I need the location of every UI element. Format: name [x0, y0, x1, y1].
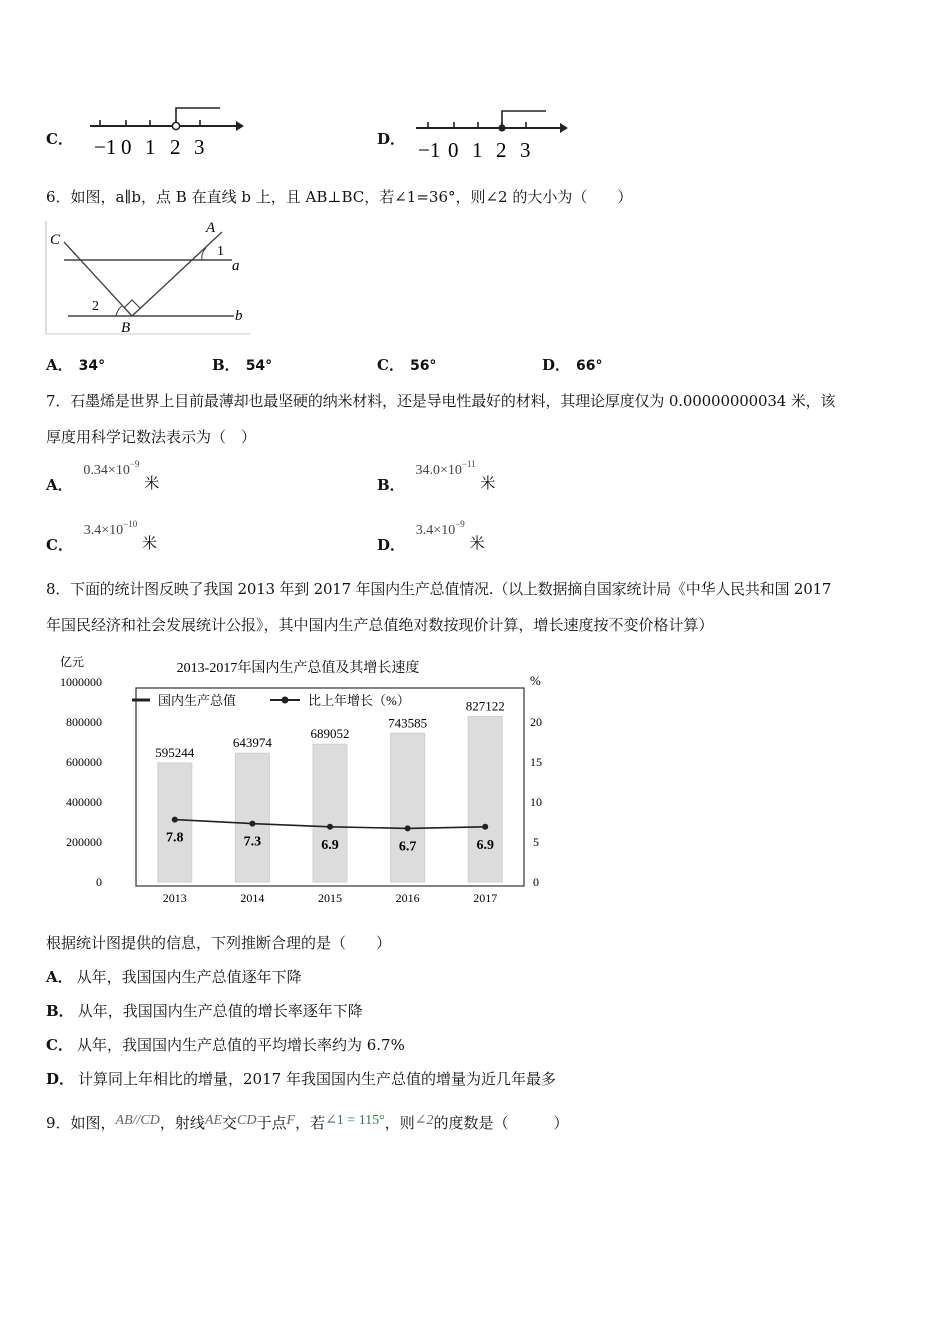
- q8-option-c: C． 从年，我国国内生产总值的平均增长率约为 6.7%: [46, 1036, 405, 1054]
- label-b-point: B: [121, 320, 131, 336]
- q6-option-a: A． 34°: [46, 356, 106, 374]
- growth-point: [172, 817, 178, 823]
- growth-point: [482, 824, 488, 830]
- q6-figure: [44, 220, 252, 336]
- tick-label: 2: [170, 135, 181, 159]
- y-tick-right: 0: [533, 875, 539, 889]
- q8-option-a: A． 从年，我国国内生产总值逐年下降: [46, 968, 302, 986]
- q8-stem-line1: 8．下面的统计图反映了我国 2013 年到 2017 年国内生产总值情况.（以上数据摘自国家统计局《中华人民共和国 2017: [46, 580, 832, 598]
- label-a: A: [206, 220, 216, 236]
- y-tick-right: 10: [530, 795, 542, 809]
- q6-stem: 6．如图，a∥b，点 B 在直线 b 上，且 AB⊥BC，若∠1=36°，则∠2 的大小为（ ）: [46, 188, 633, 206]
- tick-label: 1: [472, 138, 483, 162]
- x-tick-label: 2015: [318, 891, 342, 905]
- tick-label: 3: [520, 138, 531, 162]
- tick-label: 0: [121, 135, 132, 159]
- legend-bar-label: 国内生产总值: [158, 693, 237, 708]
- bar: [235, 753, 269, 882]
- label-c: C: [50, 232, 61, 248]
- x-tick-label: 2017: [473, 891, 498, 905]
- y-tick-right: 5: [533, 835, 539, 849]
- q8-question: 根据统计图提供的信息，下列推断合理的是（ ）: [46, 934, 392, 952]
- q6-option-d: D． 66°: [542, 356, 603, 374]
- x-tick-label: 2016: [395, 891, 420, 905]
- bar-value-label: 827122: [465, 698, 505, 714]
- x-tick-label: 2013: [162, 891, 187, 905]
- chart-ylabel-left: 亿元: [60, 655, 85, 669]
- x-tick-label: 2014: [240, 891, 265, 905]
- q5-option-d-label: D．: [377, 130, 406, 148]
- tick-label: 0: [448, 138, 459, 162]
- q5-option-d-number-line: [410, 104, 570, 162]
- y-tick-left: 1000000: [60, 675, 102, 689]
- y-tick-left: 400000: [66, 795, 102, 809]
- q7-option-b: B． $34.0\times 10^{-11}$ 米: [377, 459, 496, 494]
- q8-stem-line2: 年国民经济和社会发展统计公报》，其中国内生产总值绝对数按现价计算，增长速度按不变价格计算）: [46, 616, 714, 634]
- q5-option-c-number-line: [86, 104, 246, 160]
- growth-value-label: 7.8: [166, 830, 184, 846]
- bar: [313, 744, 347, 882]
- growth-value-label: 6.9: [476, 837, 494, 853]
- y-tick-left: 800000: [66, 715, 102, 729]
- q7-option-d: D． $3.4\times 10^{-9}$ 米: [377, 519, 485, 554]
- bar-value-label: 743585: [388, 715, 428, 731]
- q7-stem-line1: 7．石墨烯是世界上目前最薄却也最坚硬的纳米材料，还是导电性最好的材料，其理论厚度仅为 0.00000000034 米，该: [46, 392, 836, 410]
- q7-option-c: C． $3.4\times 10^{-10}$ 米: [46, 519, 158, 554]
- gdp-chart: [46, 648, 556, 910]
- legend-line-marker: [282, 697, 289, 704]
- bar-value-label: 643974: [232, 735, 272, 751]
- bar-value-label: 595244: [155, 744, 195, 760]
- y-tick-left: 0: [96, 875, 102, 889]
- label-angle-1: 1: [217, 244, 224, 259]
- q8-option-d: D． 计算同上年相比的增量，2017 年我国国内生产总值的增量为近几年最多: [46, 1070, 556, 1088]
- q6-option-c: C． 56°: [377, 356, 437, 374]
- y-tick-right: 20: [530, 715, 542, 729]
- tick-label: −1: [418, 138, 441, 162]
- q9-stem: 9．如图，AB//CD，射线AE交CD于点F，若∠1 = 115°，则∠2的度数是（ ）: [46, 1113, 569, 1132]
- tick-label: 3: [194, 135, 205, 159]
- label-line-b: b: [235, 308, 243, 324]
- growth-value-label: 7.3: [243, 834, 262, 850]
- growth-point: [327, 824, 333, 830]
- q8-option-b: B． 从年，我国国内生产总值的增长率逐年下降: [46, 1002, 363, 1020]
- bar: [468, 717, 502, 882]
- growth-point: [405, 825, 411, 831]
- tick-label: 1: [145, 135, 156, 159]
- q5-option-c-label: C．: [46, 130, 73, 148]
- growth-point: [249, 821, 255, 827]
- q7-option-a: A． $0.34\times 10^{-9}$ 米: [46, 459, 160, 494]
- y-tick-right: 15: [530, 755, 542, 769]
- q7-stem-line2: 厚度用科学记数法表示为（ ）: [46, 428, 257, 446]
- label-line-a: a: [232, 258, 240, 274]
- bar: [391, 733, 425, 882]
- tick-label: −1: [94, 135, 117, 159]
- label-angle-2: 2: [92, 299, 99, 314]
- y-tick-left: 600000: [66, 755, 102, 769]
- legend-line-label: 比上年增长（%）: [308, 693, 410, 708]
- growth-value-label: 6.7: [398, 839, 417, 855]
- growth-value-label: 6.9: [321, 837, 339, 853]
- q6-option-b: B． 54°: [212, 356, 273, 374]
- y-tick-left: 200000: [66, 835, 102, 849]
- tick-label: 2: [496, 138, 507, 162]
- chart-ylabel-right: %: [530, 673, 541, 688]
- chart-title: 2013-2017年国内生产总值及其增长速度: [176, 661, 420, 676]
- bar-value-label: 689052: [310, 726, 350, 742]
